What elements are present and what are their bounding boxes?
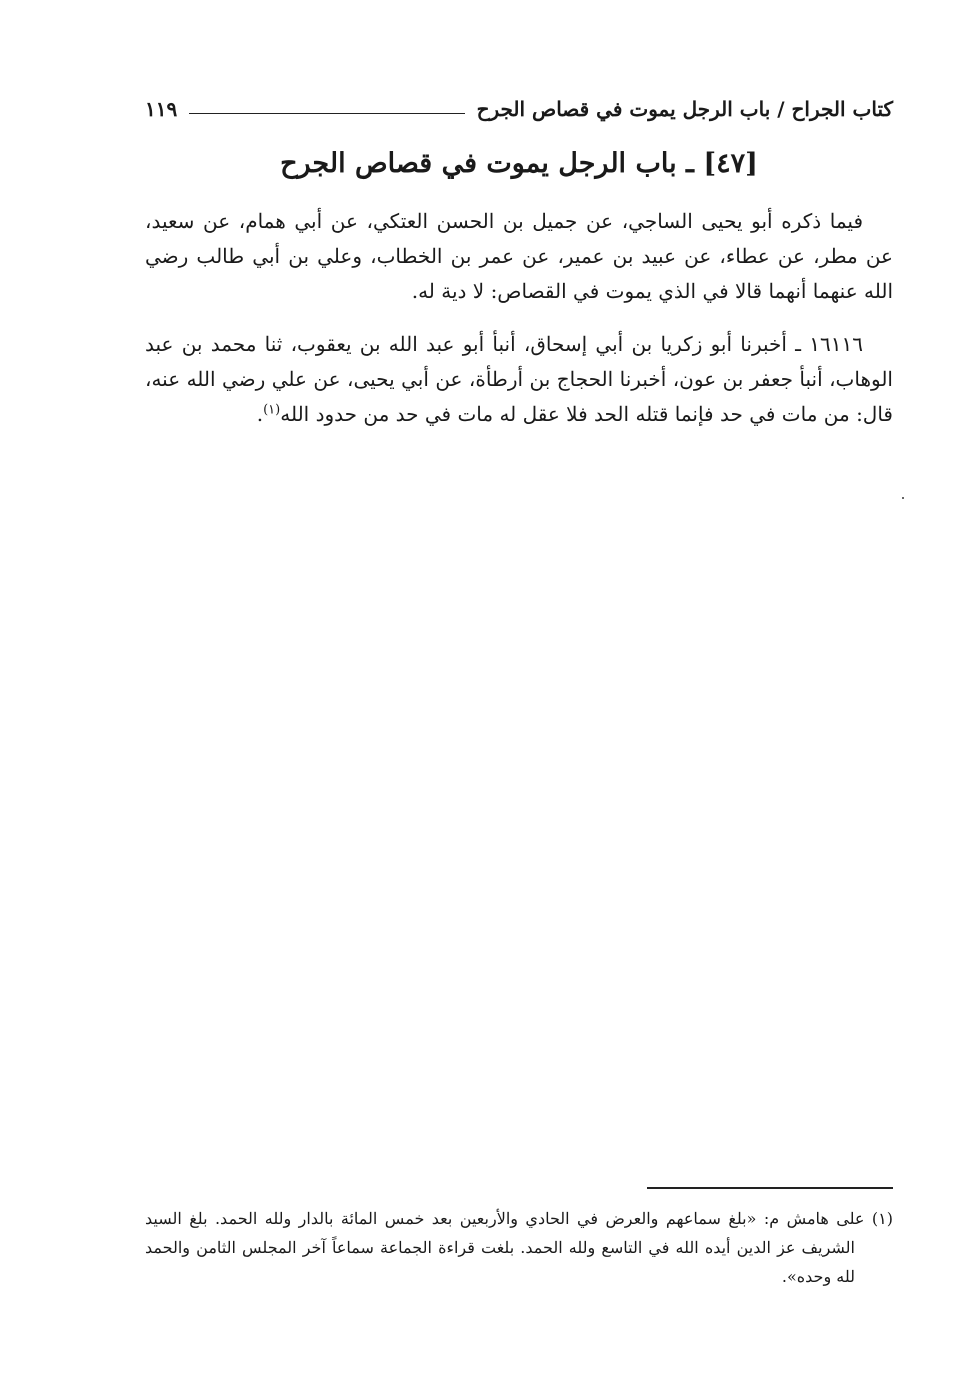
paragraph-2-text: ١٦١١٦ ـ أخبرنا أبو زكريا بن أبي إسحاق، أنبأ أبو عبد الله بن يعقوب، ثنا محمد بن عبد الوهاب، أنبأ جعفر بن عون، أخبرنا الحجاج بن أرطأة، عن أبي يحيى، عن علي رضي الله عنه، قال: من مات في حد فإنما قتله الحد فلا عقل له مات في حد من حدود الله <box>145 332 893 426</box>
footnote-text: (١) على هامش م: «بلغ سماعهم والعرض في الحادي والأربعين بعد خمس المائة بالدار ولله الحمد. بلغ السيد الشريف عز الدين أيده الله في التاسع ولله الحمد. بلغت قراءة الجماعة سماعاً آخر المجلس الثامن والحمد لله وحده». <box>145 1209 893 1286</box>
margin-dot <box>902 497 904 499</box>
chapter-heading: [٤٧] ـ باب الرجل يموت في قصاص الجرح <box>280 148 758 179</box>
running-header <box>145 92 893 126</box>
footnote-rule <box>647 1187 893 1189</box>
paragraph-2-end: . <box>256 402 264 426</box>
header-rule <box>189 113 464 114</box>
footnote <box>145 1204 893 1291</box>
paragraph-2 <box>145 327 893 432</box>
footnote-reference[interactable]: (١) <box>263 402 281 418</box>
main-text <box>145 204 893 450</box>
paragraph-1: فيما ذكره أبو يحيى الساجي، عن جميل بن الحسن العتكي، عن أبي همام، عن سعيد، عن مطر، عن عطاء، عن عبيد بن عمير، عن عمر بن الخطاب، وعلي بن أبي طالب رضي الله عنهما أنهما قالا في الذي يموت في القصاص: لا دية له. <box>145 209 893 303</box>
running-title: كتاب الجراح / باب الرجل يموت في قصاص الجرح <box>476 97 893 121</box>
page-number: ١١٩ <box>145 97 178 121</box>
